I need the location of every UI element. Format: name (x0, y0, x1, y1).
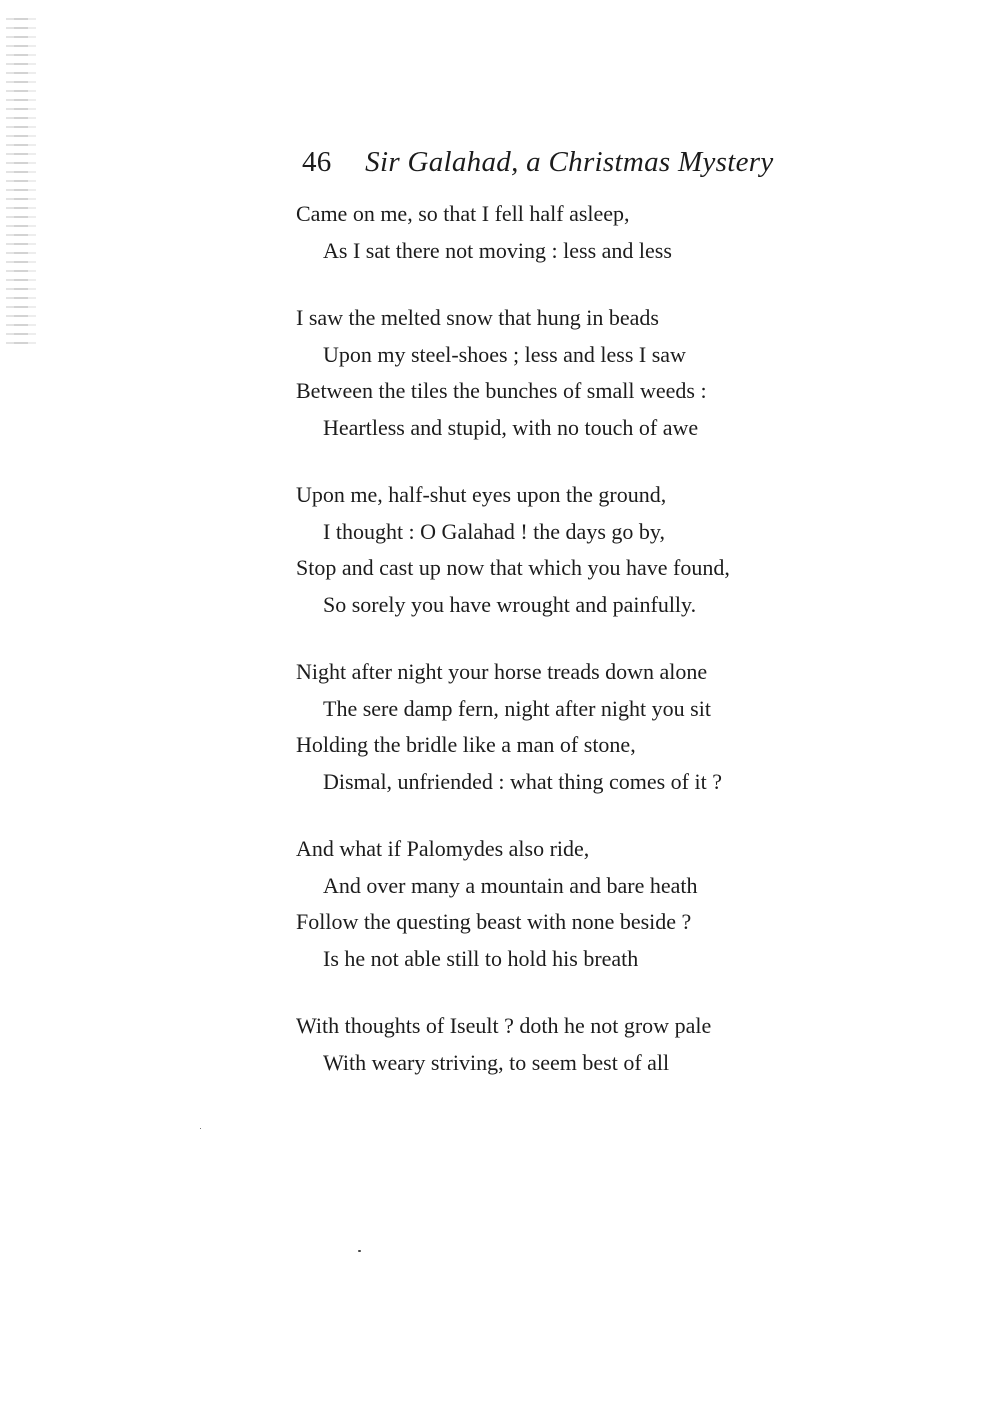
binding-gutter-marks (14, 18, 36, 348)
verse-line: And what if Palomydes also ride, (296, 836, 590, 861)
verse-line: As I sat there not moving : less and less (323, 237, 672, 263)
verse-line: I thought : O Galahad ! the days go by, (323, 518, 665, 544)
stanza (296, 654, 730, 800)
verse-line: With weary striving, to seem best of all (323, 1049, 670, 1075)
paper-speck (200, 1128, 201, 1129)
stanza (296, 1008, 730, 1081)
verse-line: The sere damp fern, night after night you sit (323, 695, 711, 721)
verse-line: Dismal, unfriended : what thing comes of it ? (323, 768, 722, 794)
verse-line: I saw the melted snow that hung in beads (296, 305, 659, 330)
verse-line: Upon me, half-shut eyes upon the ground, (296, 482, 667, 507)
verse-line: Heartless and stupid, with no touch of awe (323, 414, 699, 440)
verse-line: Came on me, so that I fell half asleep, (296, 201, 630, 226)
verse-line: Holding the bridle like a man of stone, (296, 732, 636, 757)
paper-speck (358, 1250, 361, 1252)
stanza (296, 196, 730, 269)
verse-line: Between the tiles the bunches of small weeds : (296, 378, 707, 403)
verse-line: So sorely you have wrought and painfully. (323, 591, 697, 617)
stanza (296, 300, 730, 446)
verse-line: Night after night your horse treads down alone (296, 659, 708, 684)
running-title: Sir Galahad, a Christmas Mystery (365, 146, 774, 178)
verse-line: And over many a mountain and bare heath (323, 872, 698, 898)
page-header (302, 146, 774, 179)
stanza (296, 477, 730, 623)
poem-body (296, 196, 730, 1112)
page-number: 46 (302, 146, 332, 178)
verse-line: With thoughts of Iseult ? doth he not grow pale (296, 1013, 712, 1038)
stanza (296, 831, 730, 977)
verse-line: Stop and cast up now that which you have found, (296, 555, 730, 580)
verse-line: Is he not able still to hold his breath (323, 945, 639, 971)
verse-line: Follow the questing beast with none beside ? (296, 909, 692, 934)
verse-line: Upon my steel-shoes ; less and less I saw (323, 341, 686, 367)
